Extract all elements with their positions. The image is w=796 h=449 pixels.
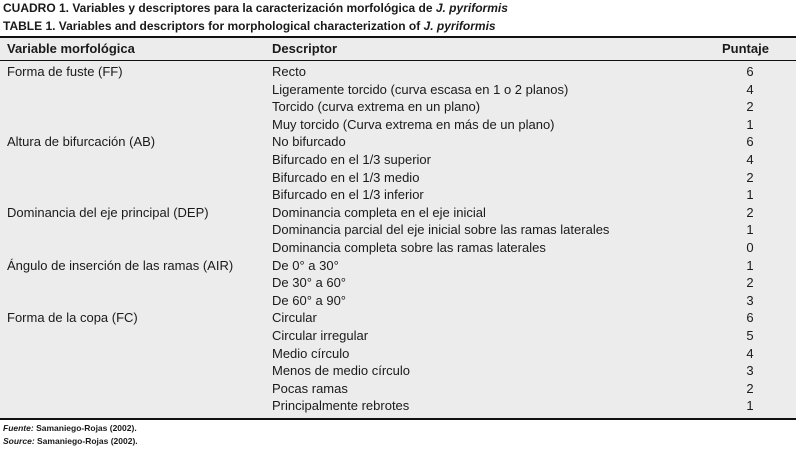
caption-spanish — [3, 1, 508, 15]
descriptor-cell: Pocas ramas — [272, 380, 348, 396]
table-row — [0, 203, 796, 221]
footnote-source-es-text: Samaniego-Rojas (2002). — [33, 423, 137, 433]
caption-spanish-species: J. pyriformis — [435, 1, 508, 15]
table-row — [0, 62, 796, 80]
descriptor-cell: Circular — [272, 310, 317, 326]
score-cell: 4 — [746, 81, 754, 97]
score-cell: 3 — [746, 363, 754, 379]
descriptor-cell: De 0° a 30° — [272, 257, 339, 273]
score-cell: 6 — [746, 134, 754, 150]
table-row — [0, 379, 796, 397]
caption-english — [3, 19, 496, 33]
descriptor-cell: Bifurcado en el 1/3 superior — [272, 151, 431, 167]
footnote-source-en-text: Samaniego-Rojas (2002). — [34, 436, 138, 446]
descriptor-cell: Muy torcido (Curva extrema en más de un plano) — [272, 116, 555, 132]
caption-spanish-text: CUADRO 1. Variables y descriptores para la caracterización morfológica de — [3, 1, 436, 15]
descriptor-cell: Dominancia parcial del eje inicial sobre las ramas laterales — [272, 222, 610, 238]
caption-english-text: TABLE 1. Variables and descriptors for morphological characterization of — [3, 19, 424, 33]
descriptor-cell: Bifurcado en el 1/3 medio — [272, 169, 420, 185]
descriptor-cell: Recto — [272, 64, 306, 79]
footnote-source-en — [3, 436, 138, 446]
table-row — [0, 132, 796, 150]
descriptor-cell: De 30° a 60° — [272, 275, 347, 291]
descriptor-cell: Circular irregular — [272, 327, 369, 343]
table-row — [0, 361, 796, 379]
descriptor-cell: Principalmente rebrotes — [272, 398, 410, 414]
footnote-source-es-label: Fuente: — [3, 423, 34, 433]
table-row — [0, 291, 796, 309]
header-variable: Variable morfológica — [7, 41, 135, 56]
score-cell: 4 — [746, 151, 754, 167]
descriptor-cell: Torcido (curva extrema en un plano) — [272, 99, 481, 115]
table-row — [0, 97, 796, 115]
table-row — [0, 80, 796, 98]
score-cell: 0 — [746, 239, 754, 255]
table-row — [0, 396, 796, 414]
score-cell: 6 — [746, 310, 754, 326]
variable-cell: Altura de bifurcación (AB) — [7, 134, 156, 150]
descriptor-cell: Menos de medio círculo — [272, 363, 411, 379]
table-body — [0, 62, 796, 414]
table-row — [0, 326, 796, 344]
table-header — [0, 38, 796, 61]
footnote-source-en-label: Source: — [3, 436, 35, 446]
score-cell: 2 — [746, 169, 754, 185]
score-cell: 2 — [746, 99, 754, 115]
score-cell: 5 — [746, 327, 754, 343]
variable-cell: Forma de fuste (FF) — [7, 64, 123, 79]
table-row — [0, 168, 796, 186]
table-row — [0, 238, 796, 256]
score-cell: 6 — [746, 64, 754, 79]
descriptor-cell: Ligeramente torcido (curva escasa en 1 o 2 planos) — [272, 81, 569, 97]
score-cell: 2 — [746, 275, 754, 291]
variable-cell: Forma de la copa (FC) — [7, 310, 138, 326]
score-cell: 1 — [746, 257, 754, 273]
variable-cell: Dominancia del eje principal (DEP) — [7, 204, 209, 220]
table-row — [0, 220, 796, 238]
descriptor-cell: De 60° a 90° — [272, 292, 347, 308]
score-cell: 3 — [746, 292, 754, 308]
variable-cell: Ángulo de inserción de las ramas (AIR) — [7, 257, 234, 273]
score-cell: 1 — [746, 187, 754, 203]
table-row — [0, 150, 796, 168]
caption-english-species: J. pyriformis — [423, 19, 496, 33]
score-cell: 4 — [746, 345, 754, 361]
score-cell: 2 — [746, 380, 754, 396]
descriptor-cell: Dominancia completa en el eje inicial — [272, 204, 486, 220]
descriptor-table — [0, 36, 796, 420]
table-row — [0, 256, 796, 274]
table-row — [0, 273, 796, 291]
table-row — [0, 308, 796, 326]
descriptor-cell: No bifurcado — [272, 134, 346, 150]
score-cell: 1 — [746, 398, 754, 414]
score-cell: 1 — [746, 222, 754, 238]
table-row — [0, 344, 796, 362]
score-cell: 2 — [746, 204, 754, 220]
table-row — [0, 115, 796, 133]
descriptor-cell: Medio círculo — [272, 345, 350, 361]
header-score: Puntaje — [722, 41, 769, 56]
descriptor-cell: Bifurcado en el 1/3 inferior — [272, 187, 424, 203]
score-cell: 1 — [746, 116, 754, 132]
header-descriptor: Descriptor — [272, 41, 338, 56]
table-row — [0, 185, 796, 203]
footnote-source-es — [3, 423, 137, 433]
descriptor-cell: Dominancia completa sobre las ramas laterales — [272, 239, 546, 255]
